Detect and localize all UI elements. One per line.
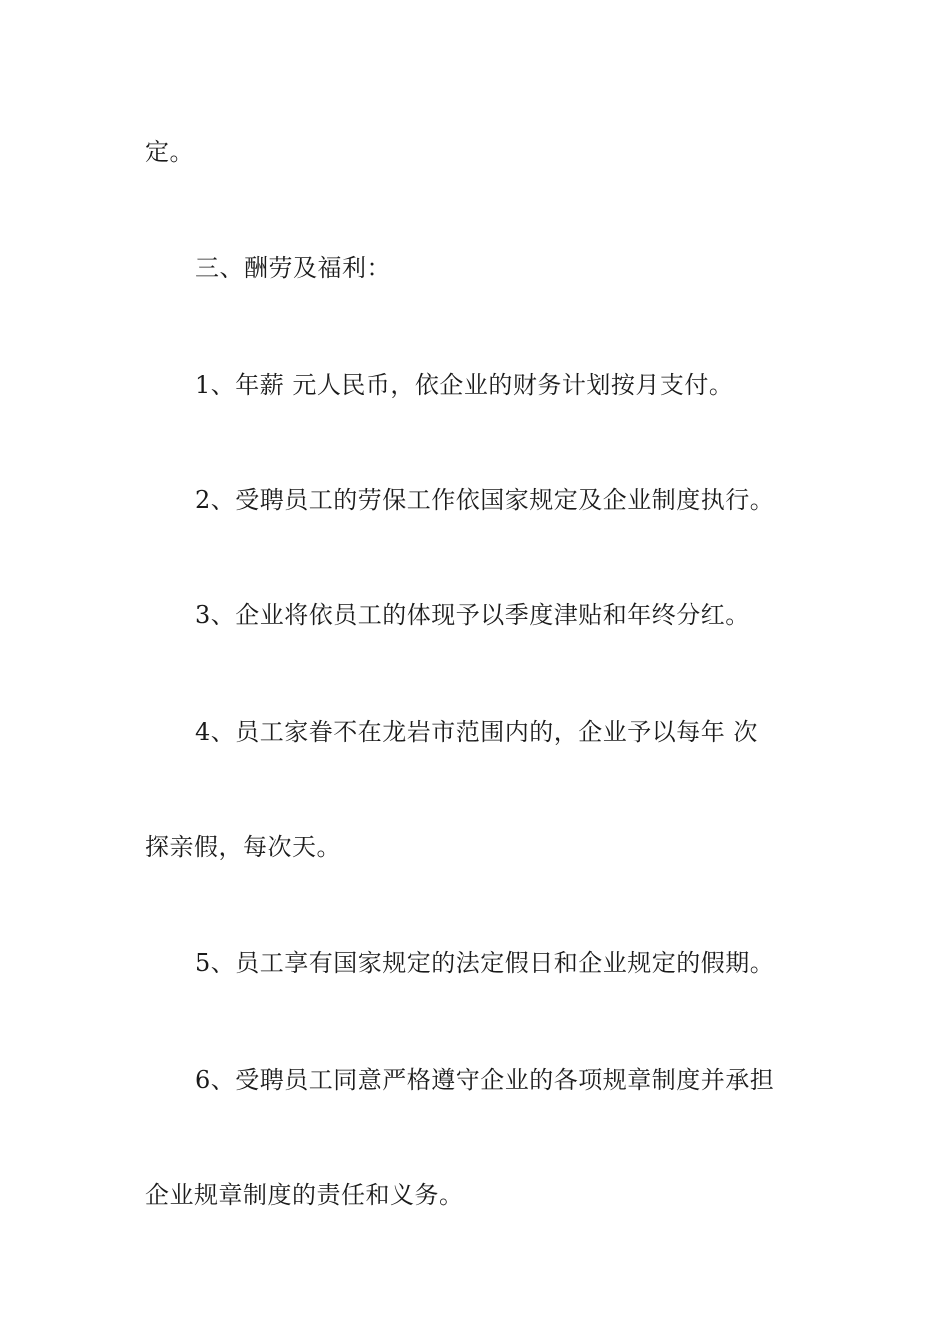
clause-1-salary: 1、年薪 元人民币，依企业的财务计划按月支付。 — [195, 371, 734, 399]
clause-2-labor-protection: 2、受聘员工的劳保工作依国家规定及企业制度执行。 — [195, 486, 775, 514]
clause-5-holidays: 5、员工享有国家规定的法定假日和企业规定的假期。 — [195, 949, 775, 977]
clause-6-continuation: 企业规章制度的责任和义务。 — [145, 1181, 464, 1209]
clause-4-continuation: 探亲假，每次天。 — [145, 833, 341, 861]
clause-4-family-leave: 4、员工家眷不在龙岩市范围内的，企业予以每年 次 — [195, 718, 758, 746]
clause-6-rules: 6、受聘员工同意严格遵守企业的各项规章制度并承担 — [195, 1066, 775, 1094]
clause-3-bonus: 3、企业将依员工的体现予以季度津贴和年终分红。 — [195, 601, 750, 629]
paragraph-continuation: 定。 — [145, 138, 194, 166]
section-heading-compensation: 三、酬劳及福利： — [195, 254, 391, 282]
